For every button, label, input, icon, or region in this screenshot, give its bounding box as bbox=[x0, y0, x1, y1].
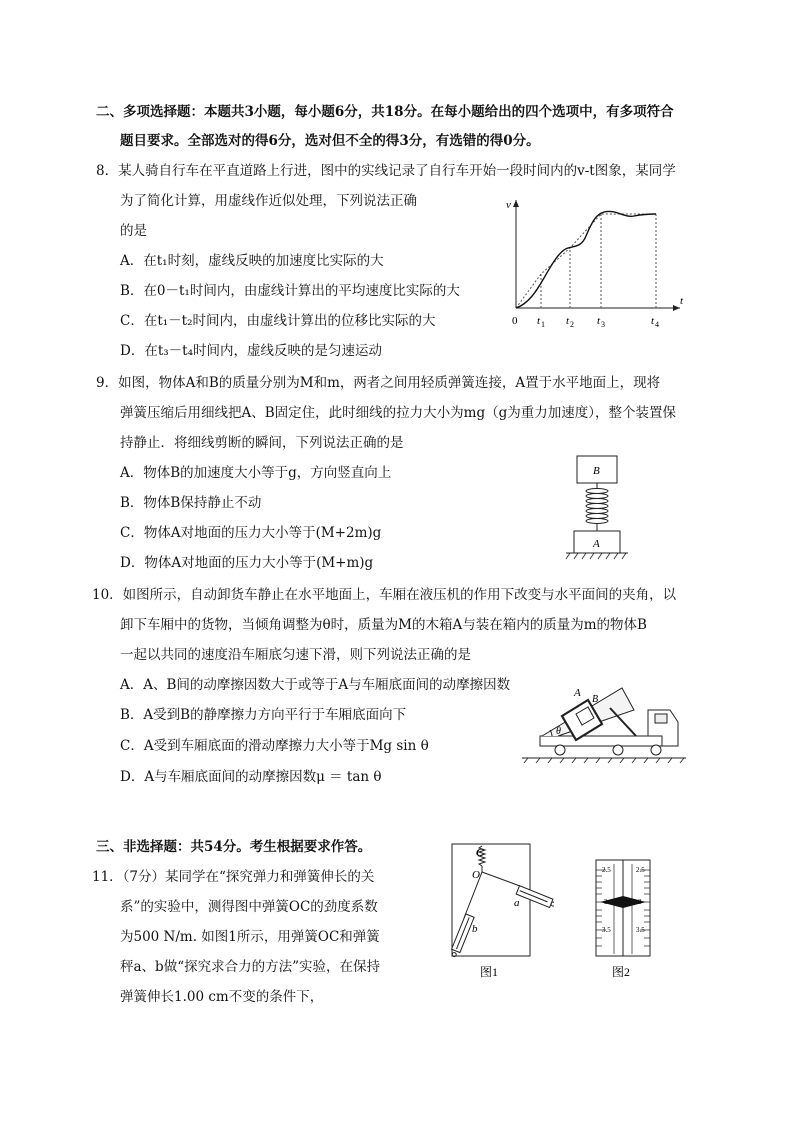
q10-stem-line3: 一起以共同的速度沿车厢底匀速下滑，则下列说法正确的是 bbox=[120, 647, 471, 663]
label-c: C bbox=[476, 847, 484, 859]
q9-option-a: A．物体B的加速度大小等于g，方向竖直向上 bbox=[120, 465, 392, 481]
tick-3-5-left: 3.5 bbox=[602, 926, 611, 934]
q8-vt-graph bbox=[500, 192, 690, 332]
q8-option-d: D．在t₃－t₄时间内，虚线反映的是匀速运动 bbox=[120, 343, 382, 359]
t2-label: t bbox=[566, 315, 570, 327]
q9-stem-line1: 9．如图，物体A和B的质量分别为M和m，两者之间用轻质弹簧连接，A置于水平地面上，现将 bbox=[96, 375, 661, 391]
q9-stem-line3: 持静止．将细线剪断的瞬间，下列说法正确的是 bbox=[120, 435, 404, 451]
spring bbox=[586, 483, 608, 531]
v-label: v bbox=[506, 199, 511, 211]
label-b: b bbox=[472, 923, 478, 935]
spring-scale-b bbox=[449, 914, 474, 958]
label-o: O bbox=[472, 869, 480, 881]
q9-option-c: C．物体A对地面的压力大小等于(M+2m)g bbox=[120, 525, 382, 541]
q11-line1: 11．（7分）某同学在“探究弹力和弹簧伸长的关 bbox=[92, 869, 375, 885]
q9-option-b: B．物体B保持静止不动 bbox=[120, 495, 262, 511]
wheel-3 bbox=[651, 745, 661, 755]
t2-sub: 2 bbox=[570, 320, 574, 329]
q10-option-d: D．A与车厢底面间的动摩擦因数μ ＝ tan θ bbox=[120, 769, 382, 785]
fig2-caption: 图2 bbox=[612, 965, 631, 979]
q10-stem-line2: 卸下车厢中的货物，当倾角调整为θ时，质量为M的木箱A与装在箱内的质量为m的物体B bbox=[120, 617, 647, 633]
theta-label: θ bbox=[556, 726, 561, 737]
block-a-label: A bbox=[593, 538, 600, 550]
q9-spring-figure bbox=[562, 452, 632, 567]
q11-line3: 为500 N/m. 如图1所示，用弹簧OC和弹簧 bbox=[120, 929, 380, 945]
wheel-2 bbox=[613, 745, 623, 755]
fig1-caption: 图1 bbox=[480, 965, 499, 979]
q11-figure-1 bbox=[434, 840, 554, 982]
section2-header-line2: 题目要求。全部选对的得6分，选对但不全的得3分，有选错的得0分。 bbox=[120, 133, 540, 149]
tick-3-left: 3 bbox=[604, 898, 608, 906]
t1-label: t bbox=[537, 315, 541, 327]
t4-label: t bbox=[651, 315, 655, 327]
q9-option-d: D．物体A对地面的压力大小等于(M+m)g bbox=[120, 555, 374, 571]
q8-stem-line2: 为了简化计算，用虚线作近似处理，下列说法正确 bbox=[120, 193, 417, 209]
tick-3-right: 3 bbox=[638, 898, 642, 906]
wheel-1 bbox=[555, 745, 565, 755]
q11-line2: 系”的实验中，测得图中弹簧OC的劲度系数 bbox=[120, 899, 378, 915]
t-label: t bbox=[680, 295, 684, 307]
q8-stem-line3: 的是 bbox=[120, 223, 147, 239]
tick-2-5-left: 2.5 bbox=[602, 866, 611, 874]
q10-stem-line1: 10．如图所示，自动卸货车静止在水平地面上，车厢在液压机的作用下改变与水平面间的夹角，以 bbox=[92, 587, 677, 603]
origin-label: 0 bbox=[512, 315, 518, 327]
truck-chassis bbox=[540, 736, 662, 746]
q10-option-c: C．A受到车厢底面的滑动摩擦力大小等于Mg sin θ bbox=[120, 738, 429, 754]
q8-option-c: C．在t₁－t₂时间内，由虚线计算出的位移比实际的大 bbox=[120, 313, 436, 329]
q11-figure-2 bbox=[592, 858, 654, 982]
q8-option-b: B．在0－t₁时间内，由虚线计算出的平均速度比实际的大 bbox=[120, 283, 460, 299]
block-b-label: B bbox=[593, 465, 600, 477]
q8-option-a: A．在t₁时刻，虚线反映的加速度比实际的大 bbox=[120, 253, 384, 269]
actual-vt-curve bbox=[516, 211, 656, 308]
object-b-label: B bbox=[592, 694, 599, 705]
spring-scale-a bbox=[516, 886, 554, 909]
tick-2-5-right: 2.5 bbox=[636, 866, 645, 874]
t3-sub: 3 bbox=[601, 320, 605, 329]
q9-stem-line2: 弹簧压缩后用细线把A、B固定住，此时细线的拉力大小为mg（g为重力加速度），整个装置保 bbox=[120, 405, 677, 421]
q11-line4: 秤a、b做“探究求合力的方法”实验，在保持 bbox=[120, 959, 380, 975]
box-a-label: A bbox=[574, 687, 581, 699]
q8-stem-line1: 8．某人骑自行车在平直道路上行进，图中的实线记录了自行车开始一段时间内的v-t图象，某同学 bbox=[96, 163, 676, 179]
q10-option-b: B．A受到B的静摩擦力方向平行于车厢底面向下 bbox=[120, 707, 407, 723]
t3-label: t bbox=[597, 315, 601, 327]
q11-line5: 弹簧伸长1.00 cm不变的条件下， bbox=[120, 989, 324, 1005]
t1-sub: 1 bbox=[541, 320, 545, 329]
tick-3-5-right: 3.5 bbox=[636, 926, 645, 934]
t4-sub: 4 bbox=[655, 320, 659, 329]
section2-header-line1: 二、多项选择题：本题共3小题，每小题6分，共18分。在每小题给出的四个选项中，有多项符合 bbox=[96, 104, 674, 120]
section3-header: 三、非选择题：共54分。考生根据要求作答。 bbox=[96, 839, 372, 855]
label-a: a bbox=[514, 897, 520, 909]
q10-truck-figure bbox=[518, 664, 690, 764]
q10-option-a: A．A、B间的动摩擦因数大于或等于A与车厢底面间的动摩擦因数 bbox=[120, 677, 511, 693]
